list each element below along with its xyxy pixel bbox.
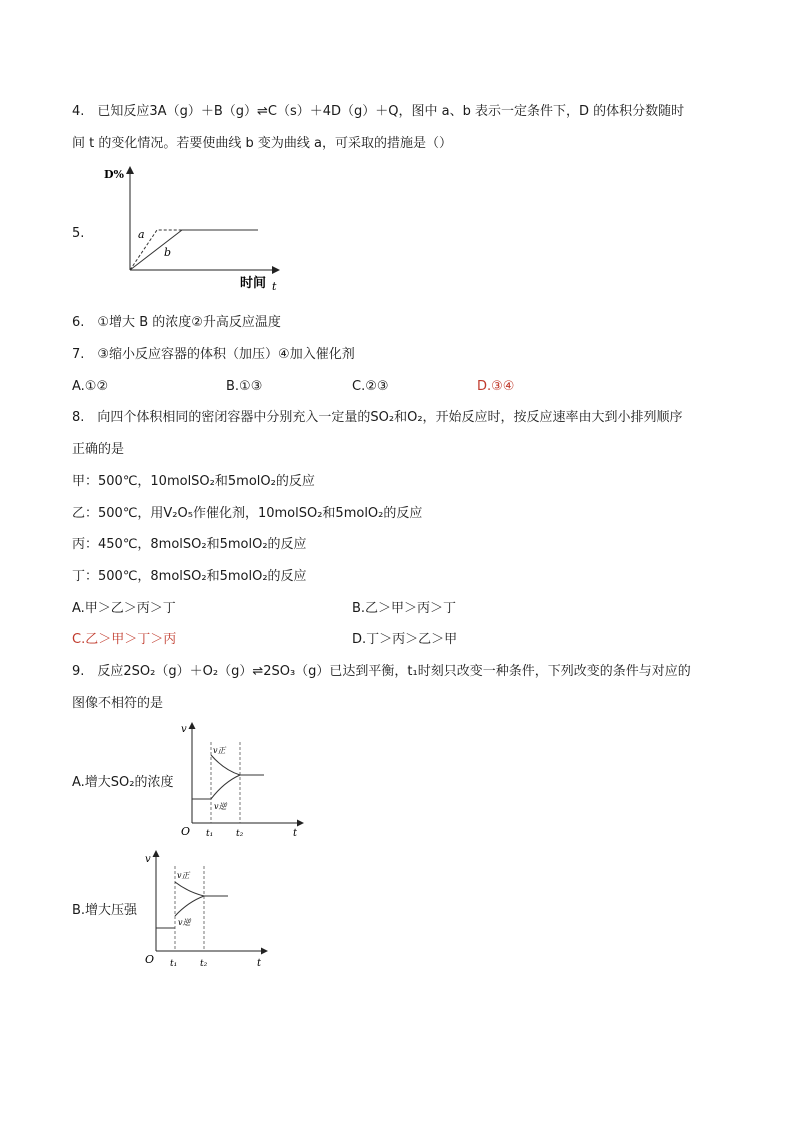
q8-case-jia: 甲：500℃，10molSO₂和5molO₂的反应 [72, 474, 315, 489]
ylabel-d-percent: D% [104, 168, 124, 181]
q4-text-line1: 4. 已知反应3A（g）＋B（g）⇌C（s）＋4D（g）＋Q，图中 a、b 表示一定条件下，D 的体积分数随时 [72, 104, 685, 119]
q8-option-d[interactable]: D.丁＞丙＞乙＞甲 [352, 632, 458, 647]
q9-text-line1: 9. 反应2SO₂（g）＋O₂（g）⇌2SO₃（g）已达到平衡，t₁时刻只改变一种条件，下列改变的条件与对应的 [72, 664, 691, 679]
v-forward-curve-b [175, 882, 204, 896]
q8-case-ding: 丁：500℃，8molSO₂和5molO₂的反应 [72, 569, 307, 584]
graph-b-t1: t₁ [170, 959, 178, 969]
label-curve-b: b [164, 246, 172, 259]
label-curve-a: a [138, 228, 145, 241]
q8-option-a[interactable]: A.甲＞乙＞丙＞丁 [72, 601, 176, 616]
graph-b-origin: O [145, 953, 155, 966]
q8-option-c-correct[interactable]: C.乙＞甲＞丁＞丙 [72, 632, 177, 647]
q9-text-line2: 图像不相符的是 [72, 696, 164, 711]
graph-b-v-forward-label: v正 [177, 871, 190, 880]
graph-a-t2: t₂ [236, 829, 244, 839]
v-reverse-curve-a [211, 775, 240, 799]
q7-option-d-correct[interactable]: D.③④ [477, 379, 515, 394]
vt-graph-a [176, 720, 308, 840]
q9-option-b-text[interactable]: B.增大压强 [72, 903, 138, 918]
curve-b [130, 230, 258, 270]
q4-text-line2: 间 t 的变化情况。若要使曲线 b 变为曲线 a，可采取的措施是（） [72, 136, 452, 151]
q7-option-c[interactable]: C.②③ [352, 379, 389, 394]
graph-a-t1: t₁ [206, 829, 214, 839]
v-reverse-curve-b [175, 896, 204, 916]
graph-b-x-label: t [257, 958, 262, 969]
q8-case-yi: 乙：500℃，用V₂O₅作催化剂，10molSO₂和5molO₂的反应 [72, 506, 423, 521]
q7-option-a[interactable]: A.①② [72, 379, 109, 394]
xlabel-time: 时间 [240, 276, 267, 291]
item-5-number: 5. [72, 226, 85, 241]
q8-option-b[interactable]: B.乙＞甲＞丙＞丁 [352, 601, 457, 616]
graph-b-y-label: v [145, 854, 151, 865]
d-percent-time-graph [100, 162, 290, 294]
q9-option-a-text[interactable]: A.增大SO₂的浓度 [72, 775, 174, 790]
item-6-text: 6. ①增大 B 的浓度②升高反应温度 [72, 315, 281, 330]
graph-a-y-label: v [181, 724, 187, 735]
graph-a-x-label: t [293, 828, 298, 839]
item-7-text: 7. ③缩小反应容器的体积（加压）④加入催化剂 [72, 347, 355, 362]
xlabel-t: t [272, 280, 277, 293]
q8-text-line1: 8. 向四个体积相同的密闭容器中分别充入一定量的SO₂和O₂，开始反应时，按反应速率由大到小排列顺序 [72, 410, 683, 425]
q7-option-b[interactable]: B.①③ [226, 379, 263, 394]
q8-text-line2: 正确的是 [72, 442, 125, 457]
q8-case-bing: 丙：450℃，8molSO₂和5molO₂的反应 [72, 537, 307, 552]
v-forward-curve-a [211, 755, 240, 775]
graph-a-v-reverse-label: v逆 [214, 802, 227, 811]
graph-a-origin: O [181, 825, 191, 838]
vt-graph-b [140, 848, 272, 970]
graph-a-v-forward-label: v正 [213, 746, 226, 755]
graph-b-v-reverse-label: v逆 [178, 918, 191, 927]
graph-b-t2: t₂ [200, 959, 208, 969]
